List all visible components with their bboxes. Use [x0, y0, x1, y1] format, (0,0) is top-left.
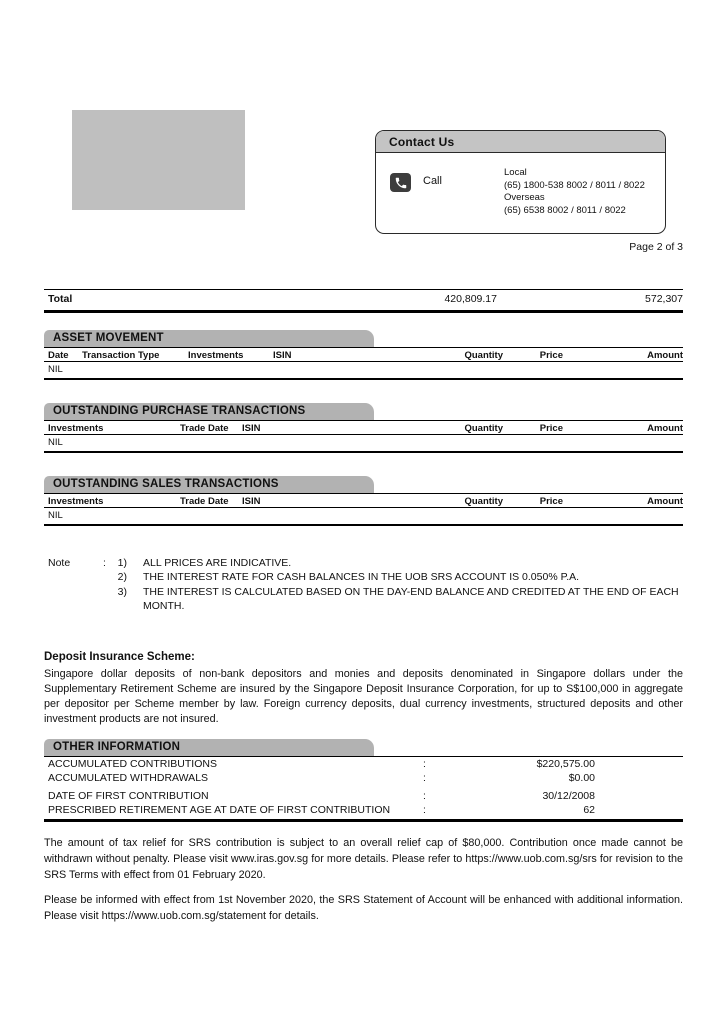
col-header-price: Price [539, 423, 563, 434]
logo-placeholder [72, 110, 245, 210]
note-item-2 [44, 570, 683, 584]
footnote-statement-enhancement: Please be informed with effect from 1st November 2020, the SRS Statement of Account will be enhanced with additional information. Please visit https://www.uob.com.sg/statement for details. [44, 894, 683, 922]
outstanding-sales-nil-row: NIL [44, 508, 683, 526]
col-header-investments: Investments [48, 423, 104, 434]
note-item-1 [44, 556, 683, 570]
footnote-tax-relief: The amount of tax relief for SRS contribution is subject to an overall relief cap of $80,000. Contribution once made cannot be withdrawn without penalty. Please visit www.iras.gov.sg for more details. Please refer to https://www.uob.com.sg/srs for revision to the SRS Terms with effect from 01 February 2020. [44, 837, 683, 881]
other-info-value: 30/12/2008 [542, 790, 595, 802]
col-header-investments: Investments [188, 350, 244, 361]
outstanding-purchase-table [44, 420, 683, 453]
phone-icon [390, 173, 411, 192]
phone-line-local-number: (65) 1800-538 8002 / 8011 / 8022 [504, 179, 645, 191]
section-asset-movement [44, 330, 683, 380]
phone-line-overseas-number: (65) 6538 8002 / 8011 / 8022 [504, 204, 626, 216]
contact-us-body [376, 153, 665, 233]
other-info-label: ACCUMULATED WITHDRAWALS [48, 772, 209, 784]
col-header-isin: ISIN [242, 496, 261, 507]
other-info-label: PRESCRIBED RETIREMENT AGE AT DATE OF FIRST CONTRIBUTION [48, 804, 391, 816]
contact-us-title: Contact Us [376, 131, 665, 153]
outstanding-purchase-column-headers [44, 421, 683, 435]
other-info-value: $220,575.00 [536, 758, 595, 770]
other-info-row-prescribed-retirement-age [44, 803, 683, 817]
total-row [44, 289, 683, 308]
note-colon: : [103, 557, 106, 569]
note-item-number: 3) [117, 585, 127, 598]
note-item-text: ALL PRICES ARE INDICATIVE. [143, 557, 292, 569]
other-info-colon: : [423, 758, 426, 770]
col-header-price: Price [539, 350, 563, 361]
total-value-2: 572,307 [645, 293, 683, 305]
note-item-3 [44, 585, 683, 614]
contact-phone-numbers [504, 167, 645, 217]
col-header-quantity: Quantity [464, 496, 503, 507]
col-header-transaction-type: Transaction Type [82, 350, 160, 361]
section-title-outstanding-sales: OUTSTANDING SALES TRANSACTIONS [44, 476, 374, 493]
other-info-row-date-of-first-contribution [44, 789, 683, 803]
section-outstanding-purchase [44, 403, 683, 453]
note-item-number: 2) [117, 571, 127, 584]
other-info-colon: : [423, 790, 426, 802]
phone-line-local-label: Local [504, 167, 527, 178]
other-info-row-accumulated-withdrawals [44, 771, 683, 785]
other-info-value: 62 [583, 804, 595, 816]
phone-line-overseas-label: Overseas [504, 192, 545, 203]
col-header-date: Date [48, 350, 69, 361]
outstanding-purchase-nil-row: NIL [44, 435, 683, 453]
col-header-trade-date: Trade Date [180, 496, 229, 507]
other-info-row-accumulated-contributions [44, 757, 683, 771]
call-label: Call [423, 175, 442, 187]
other-info-label: ACCUMULATED CONTRIBUTIONS [48, 758, 217, 770]
section-other-information [44, 739, 683, 823]
asset-movement-table [44, 347, 683, 380]
other-info-label: DATE OF FIRST CONTRIBUTION [48, 790, 209, 802]
other-information-table [44, 756, 683, 823]
col-header-quantity: Quantity [464, 350, 503, 361]
col-header-amount: Amount [647, 496, 683, 507]
asset-movement-nil-row: NIL [44, 362, 683, 380]
note-block [44, 556, 683, 613]
section-title-asset-movement: ASSET MOVEMENT [44, 330, 374, 347]
col-header-trade-date: Trade Date [180, 423, 229, 434]
section-outstanding-sales [44, 476, 683, 526]
other-info-colon: : [423, 804, 426, 816]
total-double-rule [44, 310, 683, 313]
col-header-isin: ISIN [242, 423, 261, 434]
col-header-amount: Amount [647, 423, 683, 434]
col-header-amount: Amount [647, 350, 683, 361]
outstanding-sales-column-headers [44, 494, 683, 508]
col-header-quantity: Quantity [464, 423, 503, 434]
other-info-value: $0.00 [568, 772, 595, 784]
note-item-number: 1) [117, 557, 127, 569]
other-information-double-rule [44, 819, 683, 822]
col-header-investments: Investments [48, 496, 104, 507]
col-header-price: Price [539, 496, 563, 507]
total-value-1: 420,809.17 [444, 293, 497, 305]
section-title-outstanding-purchase: OUTSTANDING PURCHASE TRANSACTIONS [44, 403, 374, 420]
col-header-isin: ISIN [273, 350, 292, 361]
note-item-text: THE INTEREST IS CALCULATED BASED ON THE DAY-END BALANCE AND CREDITED AT THE END OF EACH MONTH. [143, 585, 679, 612]
other-info-colon: : [423, 772, 426, 784]
section-title-other-information: OTHER INFORMATION [44, 739, 374, 756]
note-item-text: THE INTEREST RATE FOR CASH BALANCES IN THE UOB SRS ACCOUNT IS 0.050% P.A. [143, 571, 580, 584]
deposit-insurance-title: Deposit Insurance Scheme: [44, 651, 195, 663]
note-label: Note [48, 557, 71, 569]
asset-movement-column-headers [44, 348, 683, 362]
page-number: Page 2 of 3 [629, 241, 683, 253]
outstanding-sales-table [44, 493, 683, 526]
contact-us-box [375, 130, 666, 234]
total-label: Total [48, 293, 73, 305]
deposit-insurance-body: Singapore dollar deposits of non-bank depositors and monies and deposits denominated in Singapore dollars under the Supplementary Retirement Scheme are insured by the Singapore Deposit Insurance Corporation, for up to S$100,000 in aggregate per depositor per Scheme member by law. Foreign currency deposits, dual currency investments, structured deposits and other investment products are not insured. [44, 668, 683, 725]
